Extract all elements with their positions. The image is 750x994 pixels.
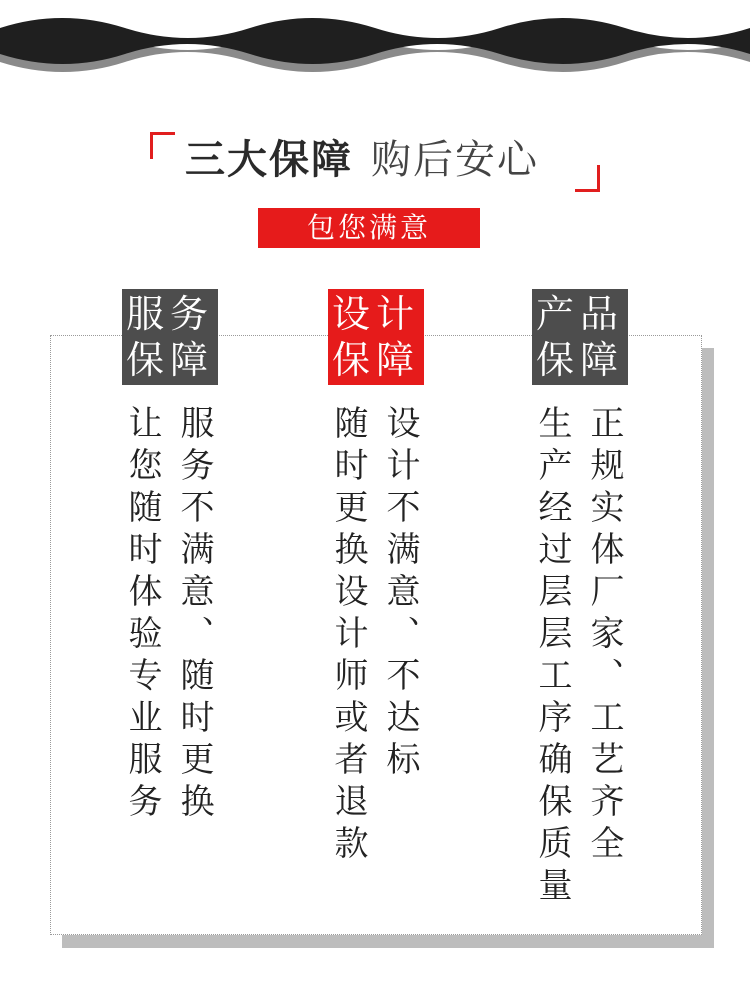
- label-line-1: 产品: [535, 292, 624, 336]
- column-text-left: 随时更换设计师或者退款: [328, 405, 368, 867]
- product-guarantee-column: [532, 289, 628, 925]
- label-line-1: 设计: [331, 292, 420, 336]
- vertical-text-group: [122, 405, 218, 925]
- column-text-left: 生产经过层层工序确保质量: [532, 405, 572, 909]
- satisfaction-banner: 包您满意: [258, 208, 480, 248]
- section-heading: [150, 132, 600, 192]
- column-text-right: 设计不满意、不达标: [380, 405, 420, 783]
- design-guarantee-column: [328, 289, 424, 925]
- heading-title-main: 三大保障: [185, 137, 353, 183]
- heading-text: [185, 136, 539, 184]
- service-guarantee-column: [122, 289, 218, 925]
- column-text-right: 服务不满意、随时更换: [174, 405, 214, 825]
- right-bracket-decoration: [575, 165, 600, 192]
- vertical-text-group: [532, 405, 628, 925]
- product-guarantee-label: [532, 289, 628, 385]
- label-line-2: 保障: [125, 338, 214, 382]
- vertical-text-group: [328, 405, 424, 925]
- service-guarantee-label: [122, 289, 218, 385]
- left-bracket-decoration: [150, 132, 175, 159]
- top-wave-decoration: [0, 0, 750, 90]
- label-line-2: 保障: [535, 338, 624, 382]
- label-line-2: 保障: [331, 338, 420, 382]
- label-line-1: 服务: [125, 292, 214, 336]
- column-text-right: 正规实体厂家、工艺齐全: [584, 405, 624, 867]
- design-guarantee-label: [328, 289, 424, 385]
- column-text-left: 让您随时体验专业服务: [122, 405, 162, 825]
- heading-title-sub: 购后安心: [371, 137, 539, 183]
